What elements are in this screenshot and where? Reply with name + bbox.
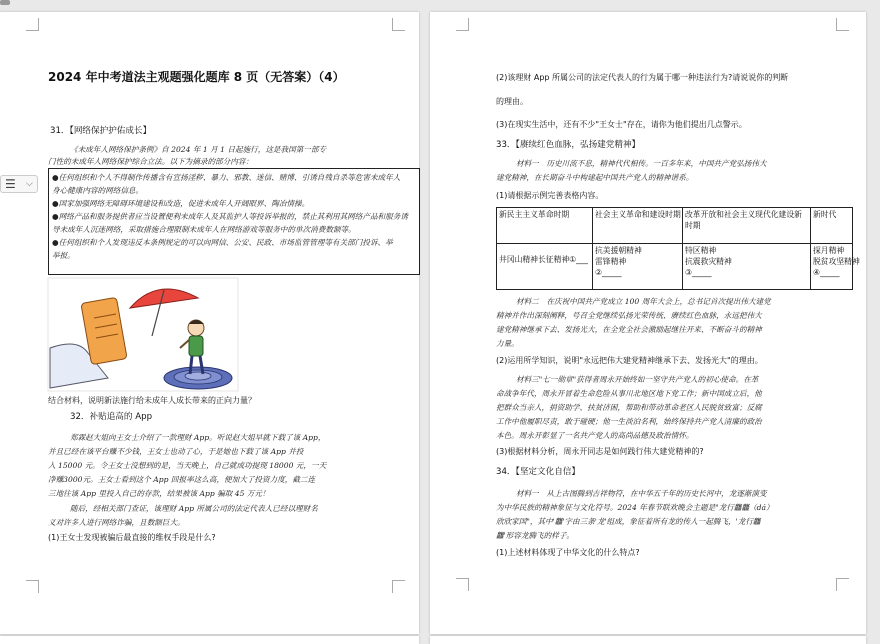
law-excerpt-line: ●任何组织和个人发现违反本条例规定的可以向网信、公安、民政、市场监管管理等有关部门投诉、举 (52, 238, 393, 247)
question-31-intro-line: 《未成年人网络保护条例》自 2024 年 1 月 1 日起施行，这是我国第一部专 (70, 145, 327, 154)
document-page-left (0, 12, 419, 634)
law-excerpt-line: 举报。 (52, 251, 75, 260)
question-33-sub-1: (1)请根据示例完善表格内容。 (496, 191, 604, 200)
question-32-paragraph-line: 郑霖赵大姐向王女士介绍了一款理财 App。听说赵大姐早就下载了该 App， (70, 433, 326, 442)
question-33-material-line: 工作中他履职尽责，敢于碰硬；他一生淡泊名利，始终保持共产党人清廉的政治 (496, 417, 762, 426)
chevron-down-icon: ⌵ (26, 179, 33, 189)
table-header-cell: 改革开放和社会主义现代化建设新时期 (683, 208, 811, 244)
table-header-cell: 新民主主义革命时期 (497, 208, 593, 244)
crop-mark (456, 578, 469, 591)
question-32-sub-2-line: (2)该理财 App 所属公司的法定代表人的行为属于哪一种违法行为?请说说你的判断 (496, 73, 789, 82)
question-34-sub-1: (1)上述材料体现了中华文化的什么特点? (496, 548, 640, 557)
question-31-intro-line: 门性的未成年人网络保护综合立法。以下为摘录的部分内容： (48, 157, 254, 166)
question-33-material-line: 材料一 历史川流不息，精神代代相传。一百多年来，中国共产党弘扬伟大 (516, 159, 767, 168)
crop-mark (392, 580, 405, 593)
law-excerpt-line: ●国家加强网络无障碍环境建设和改造，促进未成年人开阔眼界、陶冶情操。 (52, 199, 310, 208)
crop-mark (836, 578, 849, 591)
question-33-material-line: 精神并作出深刻阐释，号召全党继续弘扬光荣传统、赓续红色血脉，永远把伟大 (496, 311, 762, 320)
spirit-table (496, 207, 860, 290)
question-33-material-line: 材料二 在庆祝中国共产党成立 100 周年大会上，总书记首次提出伟大建党 (516, 297, 771, 306)
table-cell[interactable]: 抗美援朝精神 雷锋精神 ②_____ (593, 244, 683, 290)
question-32-sub-2-line: 的理由。 (496, 97, 528, 106)
question-32-paragraph-line: 并且已经在该平台赚不少钱，王女士也动了心，于是她也下载了该 App 并投 (48, 447, 304, 456)
question-33-material-line: 力量。 (496, 339, 519, 348)
outline-icon: ☰ (5, 177, 16, 191)
question-33-sub-2: (2)运用所学知识，说明"永远把伟大建党精神继承下去、发扬光大"的理由。 (496, 356, 763, 365)
question-32-paragraph-line: 净赚3000元。王女士看到这个 App 回报率这么高，便加大了投资力度，截二连 (48, 475, 316, 484)
crop-mark (26, 580, 39, 593)
table-cell[interactable]: 特区精神 抗震救灾精神 ③_____ (683, 244, 811, 290)
question-32-paragraph-line: 三地往该 App 里投入自己的存款，结果被该 App 骗取 45 万元！ (48, 489, 270, 498)
question-33-material-line: 把群众当亲人，捐资助学、扶贫济困，帮助和带动革命老区人民脱贫致富；反腐 (496, 403, 762, 412)
question-33-material-line: 本色。周永开彰显了一名共产党人的高尚品德及政治情怀。 (496, 431, 694, 440)
question-33-material-line: 命战争年代，周永开冒着生命危险从事川北地区地下党工作；新中国成立后，他 (496, 389, 762, 398)
question-33-sub-3: (3)根据材料分析，周永开同志是如何践行伟大建党精神的? (496, 447, 704, 456)
question-34-heading: 34．【坚定文化自信】 (496, 467, 580, 477)
crop-mark (456, 18, 469, 31)
document-page-right (430, 12, 866, 634)
table-header-cell: 新时代 (811, 208, 853, 244)
question-32-sub-3: (3)在现实生活中，还有不少"王女士"存在，请你为他们提出几点警示。 (496, 120, 747, 129)
table-cell[interactable]: 井冈山精神长征精神①___ (497, 244, 593, 290)
outline-toggle-button[interactable] (0, 175, 38, 193)
question-32-heading: 32．补贴追高的 App (70, 412, 153, 422)
question-33-material-line: 建党精神，在长期奋斗中构建起中国共产党人的精神谱系。 (496, 173, 694, 182)
question-34-material-line: 材料一 从上古图腾到吉祥物符，在中华五千年的历史长河中，龙逐渐演变 (516, 489, 767, 498)
question-33-material-line: 材料三"七一勋章"获得者周永开始终如一坚守共产党人的初心使命。在革 (516, 375, 759, 384)
question-32-paragraph-line: 随后，经相关部门查证，该理财 App 所属公司的法定代表人已经以理财名 (70, 504, 318, 513)
question-32-paragraph-line: 义对许多人进行网络诈骗，且数额巨大。 (48, 518, 185, 527)
crop-mark (392, 18, 405, 31)
law-excerpt-line: ●任何组织和个人不得制作传播含有宣扬淫秽、暴力、邪教、迷信、赌博、引诱自残自杀等危害未成年人 (52, 173, 401, 182)
next-page-right-edge (430, 636, 866, 644)
next-page-left-edge (0, 636, 419, 644)
question-31-prompt: 结合材料，说明新法施行给未成年人成长带来的正向力量？ (48, 396, 256, 405)
crop-mark (26, 18, 39, 31)
law-protection-illustration (48, 278, 238, 391)
question-32-sub-1: (1)王女士发现被骗后最直接的维权手段是什么? (48, 533, 216, 542)
law-excerpt-box (48, 168, 420, 275)
question-33-heading: 33．【赓续红色血脉，弘扬建党精神】 (496, 140, 641, 150)
table-cell[interactable]: 探月精神 脱贫攻坚精神 ④_____ (811, 244, 853, 290)
law-excerpt-line: ●网络产品和服务提供者应当设置便利未成年人及其监护人等投诉举报的，禁止其利用其网络产品和服务诱 (52, 212, 408, 221)
question-31-heading: 31．【网络保护护佑成长】 (50, 126, 152, 136)
table-header-cell: 社会主义革命和建设时期 (593, 208, 683, 244)
toolbar-fragment (0, 0, 10, 5)
question-34-material-line: 欣欣家国"，其中'龘'字由三条'龙'组成，象征着所有龙的传人一起腾飞，'龙行龘 (496, 517, 761, 526)
crop-mark (836, 18, 849, 31)
question-33-material-line: 建党精神继承下去、发扬光大，在全党全社会激励起继往开来、不断奋斗的精神 (496, 325, 762, 334)
question-34-material-line: 龘'形容龙腾飞的样子。 (496, 531, 575, 540)
question-34-material-line: 为中华民族的精神象征与文化符号。2024 年春节联欢晚会主题是"龙行龘龘（dá） (496, 503, 774, 512)
page-title: 2024 年中考道法主观题强化题库 8 页（无答案）（4） (48, 70, 345, 84)
question-32-paragraph-line: 入 15000 元。令王女士没想到的是，当天晚上，自己就成功提现 18000 元，一天 (48, 461, 327, 470)
law-excerpt-line: 导未成年人沉迷网络，采取措施合理限制未成年人在网络游戏等服务中的单次消费数额等。 (52, 225, 356, 234)
law-excerpt-line: 身心健康内容的网络信息。 (52, 186, 144, 195)
